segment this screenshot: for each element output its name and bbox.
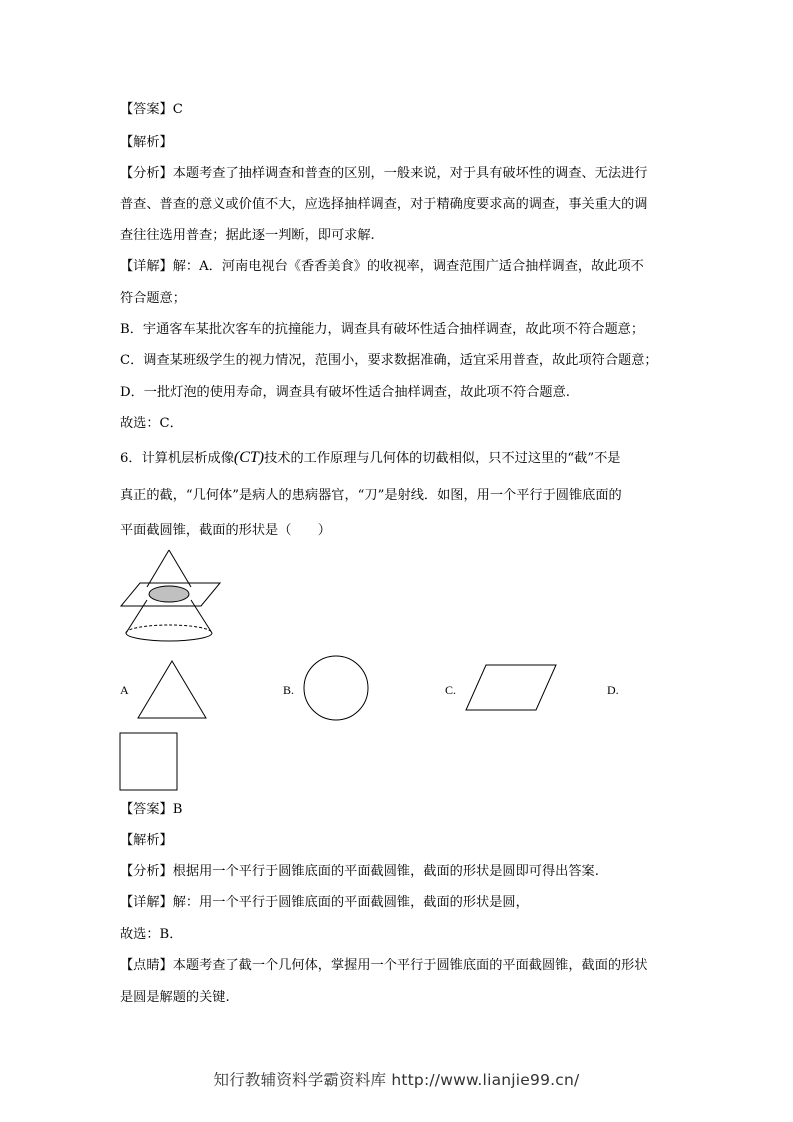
q5-fenxi-line-2: 普查、普查的意义或价值不大，应选择抽样调查，对于精确度要求高的调查，事关重大的调	[120, 197, 648, 212]
footer-watermark: 知行教辅资料学霸资料库 http://www.lianjie99.cn/	[213, 1071, 580, 1089]
q6-stem-line-1	[120, 449, 620, 468]
q6-stem-line-2: 真正的截，“几何体”是病人的患病器官，“刀”是射线．如图，用一个平行于圆锥底面的	[120, 488, 622, 503]
q5-xiangjie-line-1: 【详解】解：A．河南电视台《香香美食》的收视率，调查范围广适合抽样调查，故此项不	[120, 259, 644, 274]
q5-answer: 【答案】C	[120, 102, 183, 117]
option-a-label: A	[120, 683, 129, 697]
q5-xiangjie-line-2: 符合题意；	[120, 291, 186, 306]
q5-option-c-explanation: C．调查某班级学生的视力情况，范围小，要求数据准确，适宜采用普查，故此项符合题意；	[120, 353, 658, 368]
q6-stem-line-1-b: 技术的工作原理与几何体的切截相似，只不过这里的“截”不是	[264, 451, 621, 466]
q6-stem-line-3: 平面截圆锥，截面的形状是（ ）	[120, 523, 331, 538]
option-c-label: C.	[445, 683, 457, 697]
q6-stem-line-1-a: 6．计算机层析成像	[120, 451, 234, 466]
q5-option-d-explanation: D．一批灯泡的使用寿命，调查具有破坏性适合抽样调查，故此项不符合题意.	[120, 385, 570, 400]
option-d-square	[119, 732, 179, 792]
option-b-circle	[301, 654, 371, 722]
q6-answer: 【答案】B	[120, 802, 183, 817]
q6-dianjing-line-1: 【点睛】本题考查了截一个几何体，掌握用一个平行于圆锥底面的平面截圆锥，截面的形状	[120, 958, 648, 973]
q6-fenxi: 【分析】根据用一个平行于圆锥底面的平面截圆锥，截面的形状是圆即可得出答案.	[120, 864, 599, 879]
cone-section-figure	[118, 548, 222, 644]
option-d-label: D.	[607, 683, 619, 697]
q6-analysis-heading: 【解析】	[120, 833, 173, 848]
option-a-triangle	[136, 660, 208, 720]
option-c-parallelogram	[464, 663, 558, 713]
q5-fenxi-line-3: 查往往选用普查；据此逐一判断，即可求解.	[120, 228, 375, 243]
q6-xiangjie: 【详解】解：用一个平行于圆锥底面的平面截圆锥，截面的形状是圆，	[120, 895, 529, 910]
q6-dianjing-line-2: 是圆是解题的关键.	[120, 990, 230, 1005]
option-b-label: B.	[283, 683, 295, 697]
q5-analysis-heading: 【解析】	[120, 135, 173, 150]
q5-option-b-explanation: B．宇通客车某批次客车的抗撞能力，调查具有破坏性适合抽样调查，故此项不符合题意；	[120, 322, 644, 337]
q6-ct-formula: (CT)	[233, 449, 265, 466]
q5-final-choice: 故选：C．	[120, 416, 183, 431]
q6-final-choice: 故选：B．	[120, 927, 183, 942]
q5-fenxi-line-1: 【分析】本题考查了抽样调查和普查的区别，一般来说，对于具有破坏性的调查、无法进行	[120, 166, 648, 181]
